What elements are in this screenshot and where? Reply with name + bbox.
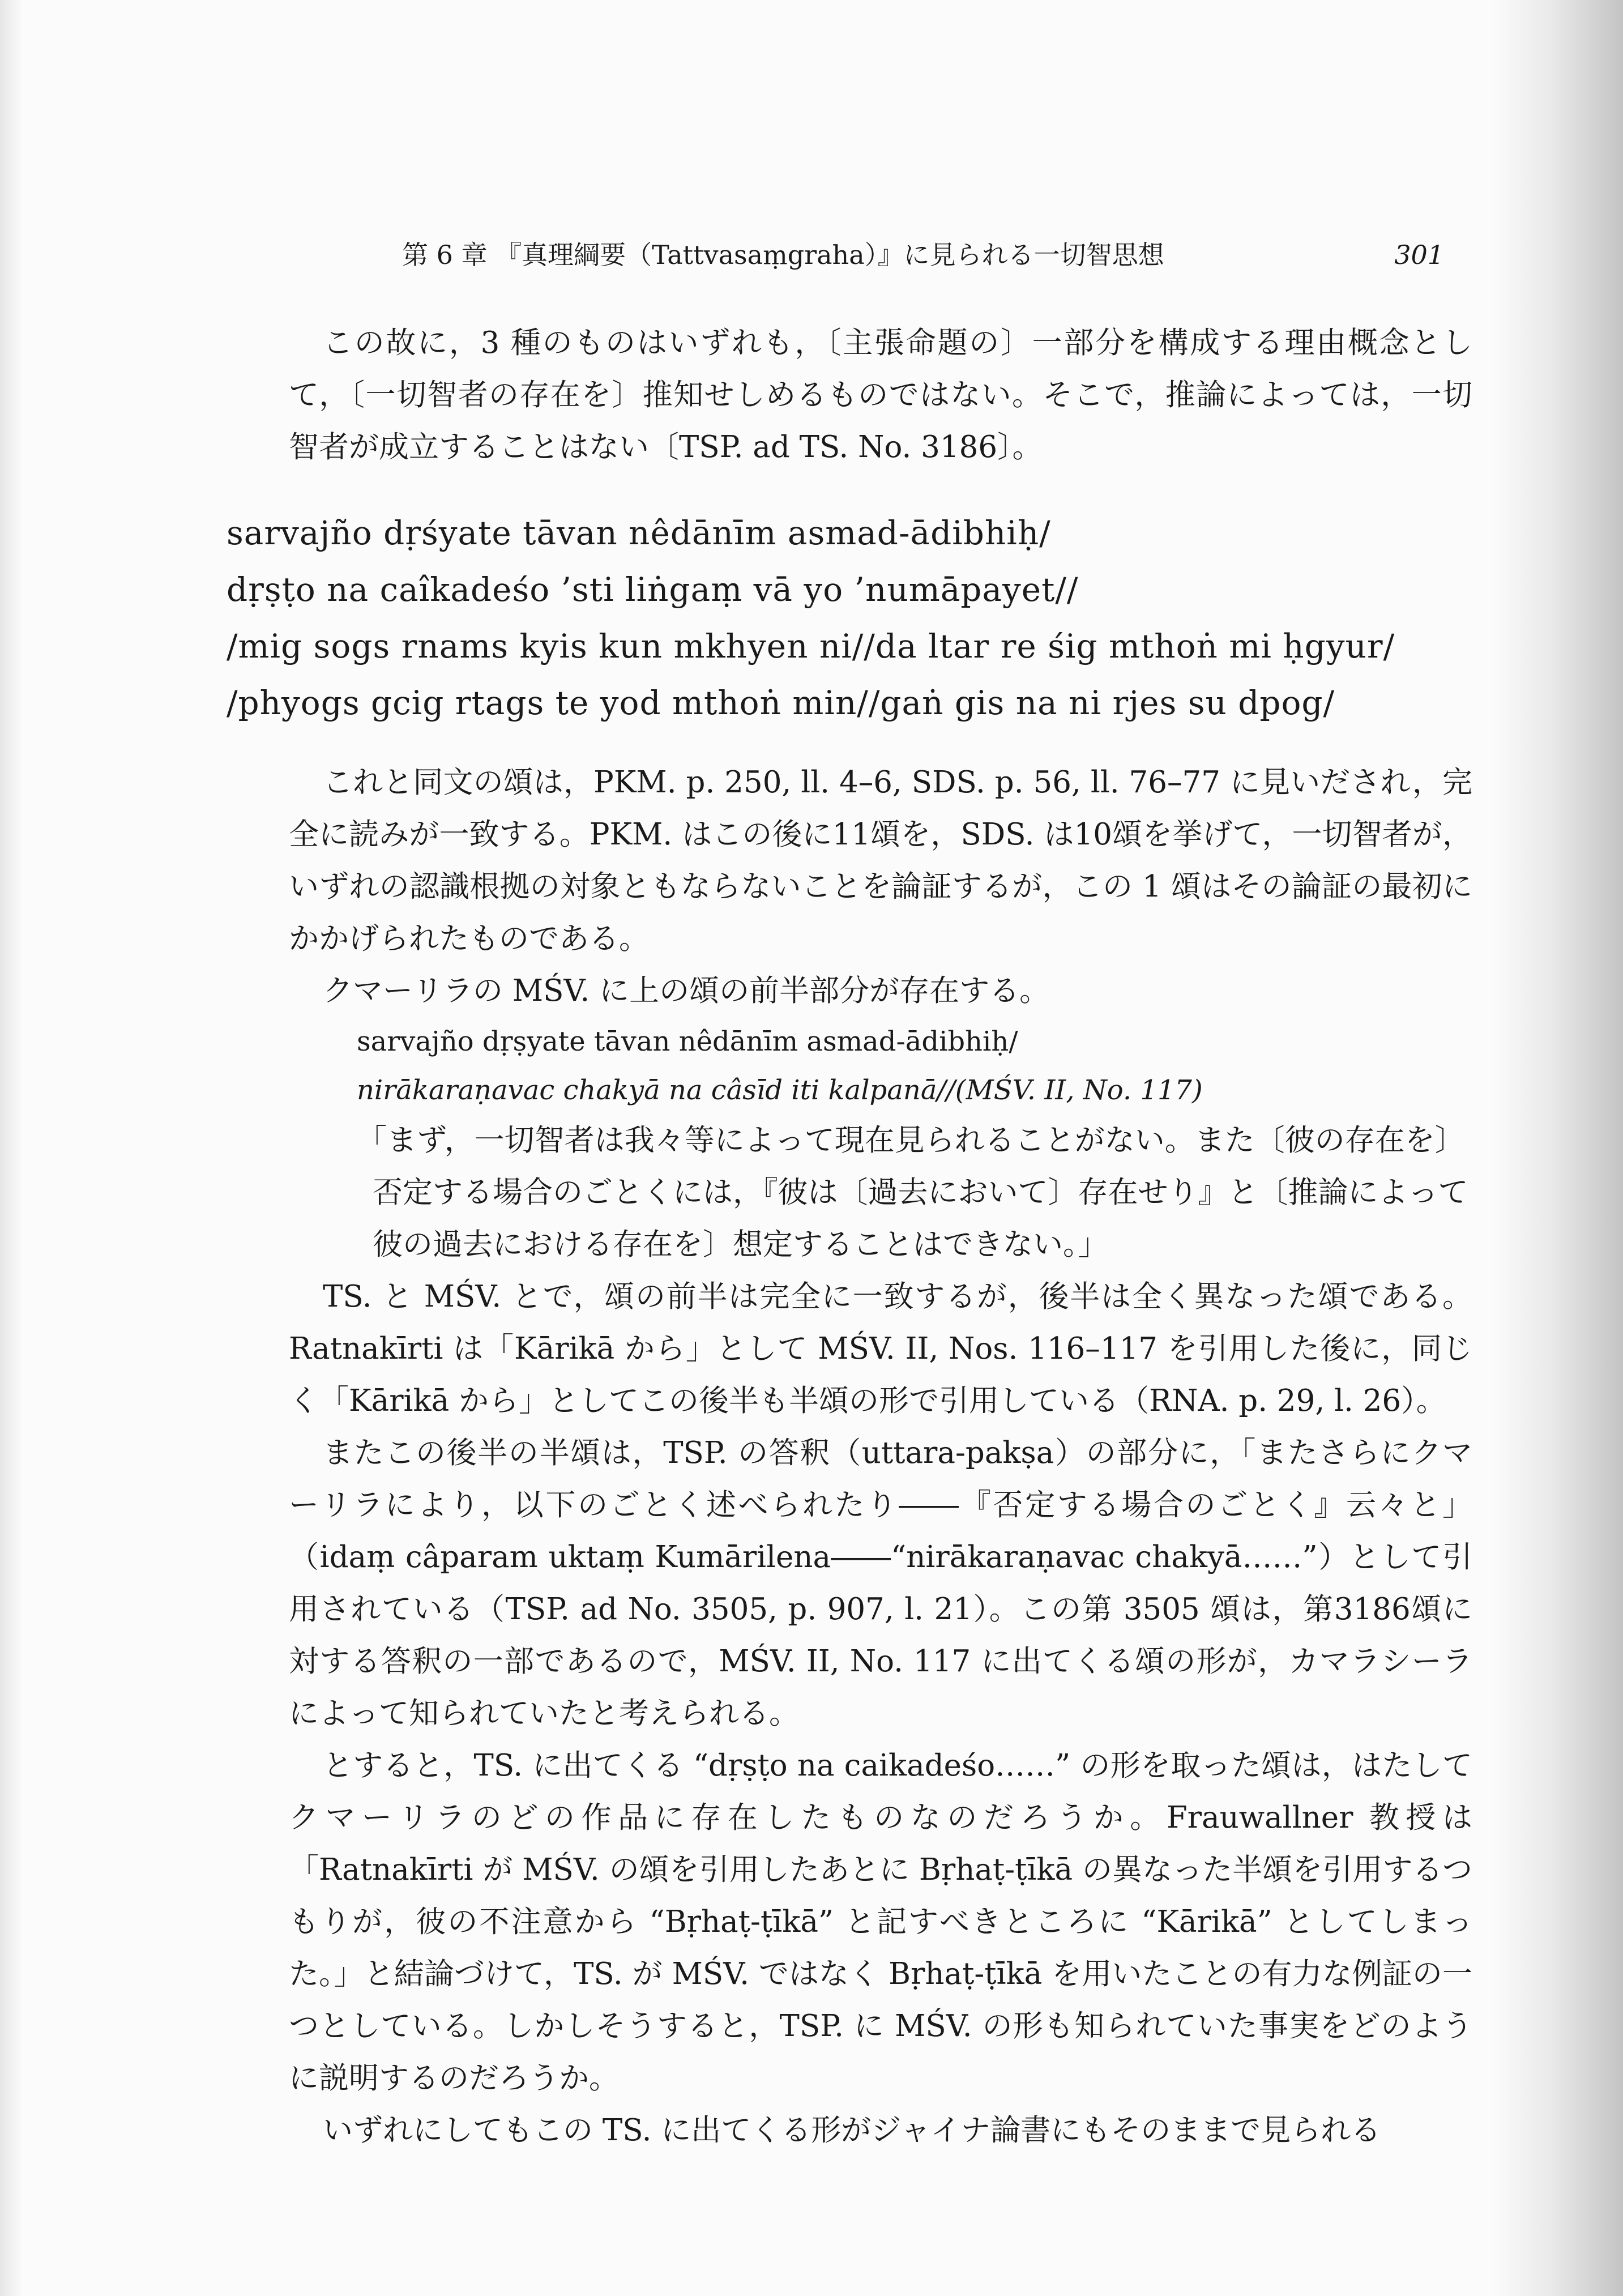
running-header [402, 232, 1444, 278]
paragraph-comparison: TS. と MŚV. とで，頌の前半は完全に一致するが，後半は全く異なった頌である。Ratnakīrti は「Kārikā から」として MŚV. II, Nos. 116–117 を引用した後に，同じく「Kārikā から」としてこの後半も半頌の形で引用している（RNA. p. 29, l. 26）。 [289, 1279, 1472, 1418]
chapter-title: 第 6 章 『真理綱要（Tattvasaṃgraha）』に見られる一切智思想 [402, 240, 1164, 270]
verse-block [227, 505, 1472, 731]
quote-sanskrit-line-2: nirākaraṇavac chakyā na câsīd iti kalpanā//(MŚV. II, No. 117) [357, 1074, 1203, 1106]
verse-line-tibetan-2: /phyogs gcig rtags te yod mthoṅ min//gaṅ gis na ni rjes su dpog/ [227, 684, 1335, 722]
scan-left-shadow [0, 0, 23, 2296]
quote-sanskrit-line-1: sarvajño dṛṣyate tāvan nêdānīm asmad-ādibhiḥ/ [357, 1026, 1018, 1057]
paragraph-parallels: これと同文の頌は，PKM. p. 250, ll. 4–6, SDS. p. 56, ll. 76–77 に見いだされ，完全に読みが一致する。PKM. はこの後に11頌を，SDS. は10頌を挙げて，一切智者が，いずれの認識根拠の対象ともならないことを論証するが，この 1 頌はその論証の最初にかかげられたものである。 [289, 765, 1472, 956]
verse-line-sanskrit-2: dṛṣṭo na caîkadeśo ’sti liṅgaṃ vā yo ’numāpayet// [227, 570, 1079, 609]
verse-line-tibetan-1: /mig sogs rnams kyis kun mkhyen ni//da ltar re śig mthoṅ mi ḥgyur/ [227, 627, 1395, 665]
paragraph-msv-intro: クマーリラの MŚV. に上の頌の前半部分が存在する。 [323, 974, 1050, 1008]
quote-translation: 「まず，一切智者は我々等によって現在見られることがない。また〔彼の存在を〕否定する場合のごとくには，『彼は〔過去において〕存在せり』と〔推論によって彼の過去における存在を〕想定することはできない。」 [357, 1123, 1468, 1262]
paragraph-tsp-citation: またこの後半の半頌は，TSP. の答釈（uttara-pakṣa）の部分に，「またさらにクマーリラにより，以下のごとく述べられたり――『否定する場合のごとく』云々と」（idaṃ câparam uktaṃ Kumārilena――“nirākaraṇavac chakyā……”）として引用されている（TSP. ad No. 3505, p. 907, l. 21）。この第 3505 頌は，第3186頌に対する答釈の一部であるので，MŚV. II, No. 117 に出てくる頌の形が，カマラシーラによって知られていたと考えられる。 [289, 1436, 1472, 1731]
page-number: 301 [1394, 240, 1444, 270]
paragraph-translation-conclusion: この故に，3 種のものはいずれも，〔主張命題の〕一部分を構成する理由概念として，〔一切智者の存在を〕推知せしめるものではない。そこで，推論によっては，一切智者が成立することはない〔TSP. ad TS. No. 3186〕。 [289, 326, 1472, 464]
paragraph-frauwallner: とすると，TS. に出てくる “dṛṣṭo na caikadeśo……” の形を取った頌は，はたしてクマーリラのどの作品に存在したものなのだろうか。Frauwallner 教授は「Ratnakīrti が MŚV. の頌を引用したあとに Bṛhaṭ-ṭīkā の異なった半頌を引用するつもりが，彼の不注意から “Bṛhaṭ-ṭīkā” と記すべきところに “Kārikā” としてしまった。」と結論づけて，TS. が MŚV. ではなく Bṛhaṭ-ṭīkā を用いたことの有力な例証の一つとしている。しかしそうすると，TSP. に MŚV. の形も知られていた事実をどのように説明するのだろうか。 [289, 1748, 1472, 2096]
body-text [227, 317, 1472, 2157]
verse-line-sanskrit-1: sarvajño dṛśyate tāvan nêdānīm asmad-ādibhiḥ/ [227, 514, 1051, 552]
scan-right-shadow [1493, 0, 1623, 2296]
msv-quote-block [357, 1017, 1472, 1271]
paragraph-jaina-sources: いずれにしてもこの TS. に出てくる形がジャイナ論書にもそのままで見られる [323, 2113, 1381, 2148]
